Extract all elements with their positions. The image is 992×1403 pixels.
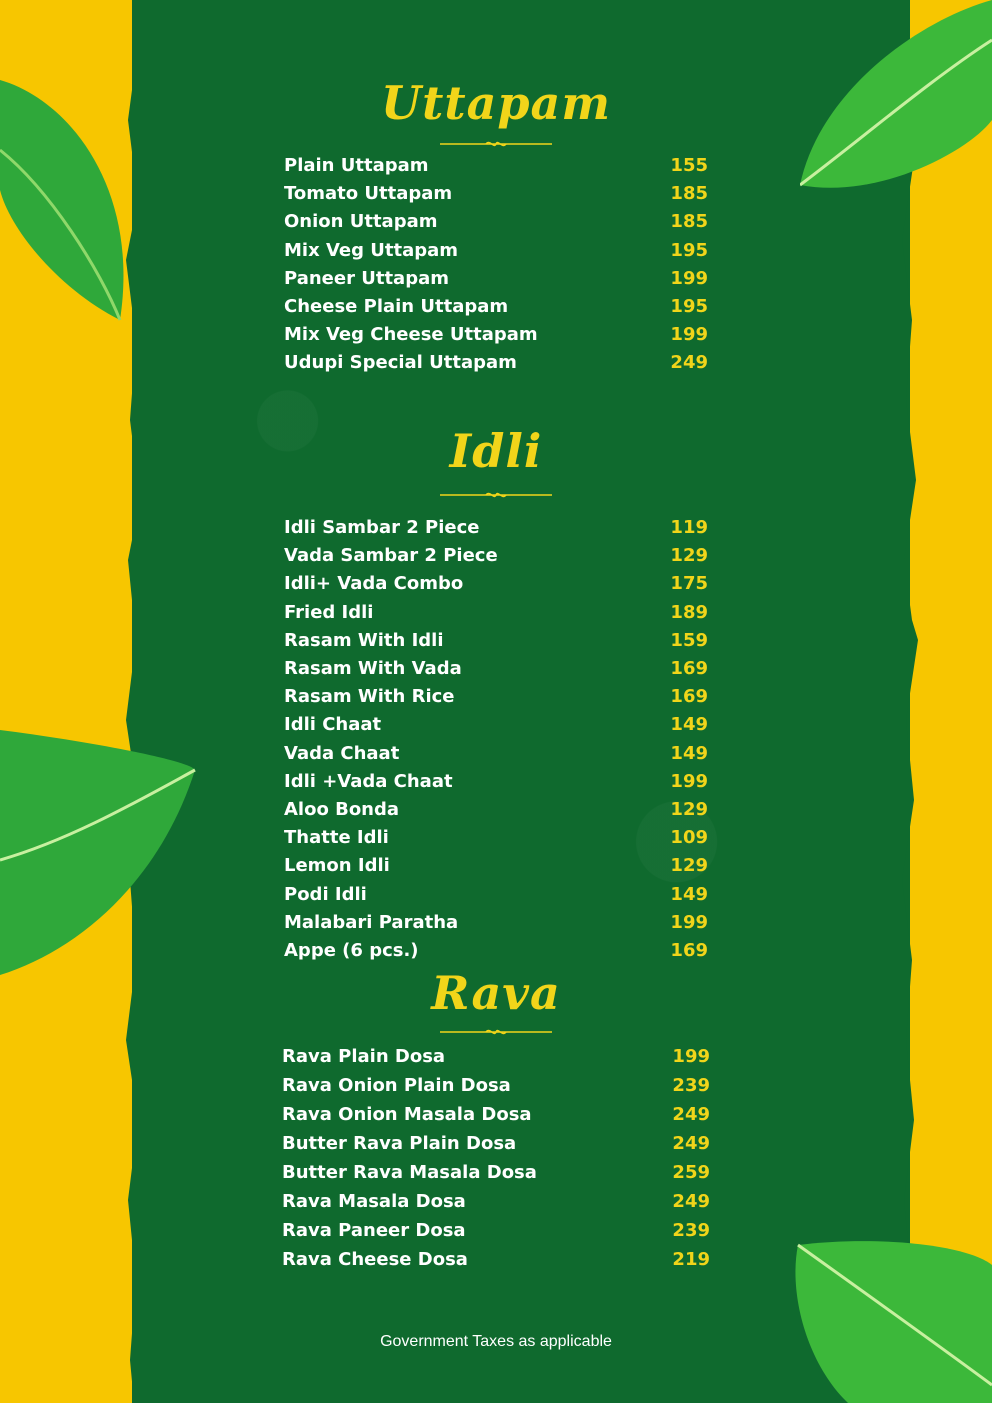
menu-item-name: Thatte Idli <box>284 827 389 849</box>
menu-item-price: 249 <box>672 1133 710 1154</box>
menu-item-price: 199 <box>670 911 708 933</box>
menu-item-price: 129 <box>670 855 708 877</box>
menu-item-name: Rava Onion Plain Dosa <box>282 1075 511 1096</box>
menu-item-price: 185 <box>670 211 708 233</box>
banana-leaf-icon <box>0 730 200 980</box>
menu-item-price: 199 <box>670 267 708 289</box>
menu-item-name: Udupi Special Uttapam <box>284 352 517 374</box>
menu-item-price: 189 <box>670 601 708 623</box>
menu-item-price: 149 <box>670 714 708 736</box>
menu-item-name: Podi Idli <box>284 883 367 905</box>
menu-item-name: Rava Masala Dosa <box>282 1191 466 1212</box>
section-title-rava: Rava <box>431 966 561 1020</box>
ornament-divider-icon <box>440 1027 552 1037</box>
menu-item-price: 249 <box>672 1104 710 1125</box>
tax-footnote: Government Taxes as applicable <box>380 1333 612 1350</box>
torn-edge-right <box>896 0 920 1403</box>
menu-item-name: Onion Uttapam <box>284 211 438 233</box>
menu-item-name: Plain Uttapam <box>284 155 429 176</box>
menu-item-price: 155 <box>670 155 708 176</box>
menu-item-name: Idli Chaat <box>284 714 382 736</box>
menu-item-name: Rasam With Vada <box>284 658 462 679</box>
menu-item-price: 199 <box>670 324 708 346</box>
menu-item-price: 199 <box>670 770 708 792</box>
menu-item-price: 199 <box>672 1046 710 1067</box>
menu-item-name: Fried Idli <box>284 601 374 623</box>
menu-item-name: Idli Sambar 2 Piece <box>284 517 480 538</box>
menu-item-name: Vada Chaat <box>284 742 400 764</box>
menu-item-name: Aloo Bonda <box>284 799 400 820</box>
menu-item-name: Mix Veg Cheese Uttapam <box>284 324 538 346</box>
menu-item-price: 169 <box>670 940 708 961</box>
menu-item-price: 249 <box>670 352 708 374</box>
menu-item-price: 239 <box>672 1075 710 1096</box>
menu-item-name: Cheese Plain Uttapam <box>284 296 509 317</box>
menu-item-name: Idli +Vada Chaat <box>284 770 453 792</box>
section-title-uttapam: Uttapam <box>380 76 612 130</box>
menu-item-price: 249 <box>672 1191 710 1212</box>
menu-item-name: Butter Rava Plain Dosa <box>282 1133 517 1154</box>
menu-item-name: Rasam With Idli <box>284 629 444 651</box>
menu-item-name: Rasam With Rice <box>284 686 455 708</box>
menu-item-name: Mix Veg Uttapam <box>284 239 459 261</box>
section-title-idli: Idli <box>449 424 543 478</box>
menu-item-price: 219 <box>672 1249 710 1270</box>
menu-item-name: Vada Sambar 2 Piece <box>284 545 498 567</box>
menu-item-price: 119 <box>670 517 708 538</box>
menu-item-name: Malabari Paratha <box>284 911 459 933</box>
menu-item-price: 239 <box>672 1220 710 1241</box>
menu-item-name: Tomato Uttapam <box>284 183 453 205</box>
ornament-divider-icon <box>440 490 552 500</box>
menu-item-price: 169 <box>670 686 708 708</box>
menu-item-price: 185 <box>670 183 708 205</box>
menu-item-name: Appe (6 pcs.) <box>284 940 419 961</box>
menu-item-price: 195 <box>670 239 708 261</box>
menu-item-name: Rava Cheese Dosa <box>282 1249 468 1270</box>
menu-item-price: 149 <box>670 883 708 905</box>
menu-item-price: 195 <box>670 296 708 317</box>
menu-item-name: Rava Onion Masala Dosa <box>282 1104 532 1125</box>
menu-item-price: 109 <box>670 827 708 849</box>
menu-item-price: 129 <box>670 545 708 567</box>
menu-item-price: 129 <box>670 799 708 820</box>
menu-item-price: 169 <box>670 658 708 679</box>
menu-item-name: Paneer Uttapam <box>284 267 449 289</box>
menu-item-name: Rava Plain Dosa <box>282 1046 446 1067</box>
menu-item-name: Idli+ Vada Combo <box>284 573 464 595</box>
menu-item-price: 159 <box>670 629 708 651</box>
menu-item-name: Butter Rava Masala Dosa <box>282 1162 537 1183</box>
menu-item-name: Rava Paneer Dosa <box>282 1220 466 1241</box>
menu-item-price: 149 <box>670 742 708 764</box>
green-menu-panel <box>132 0 910 1403</box>
menu-item-price: 259 <box>672 1162 710 1183</box>
menu-item-name: Lemon Idli <box>284 855 390 877</box>
menu-item-price: 175 <box>670 573 708 595</box>
banana-leaf-icon <box>788 1235 992 1403</box>
ornament-divider-icon <box>440 139 552 149</box>
